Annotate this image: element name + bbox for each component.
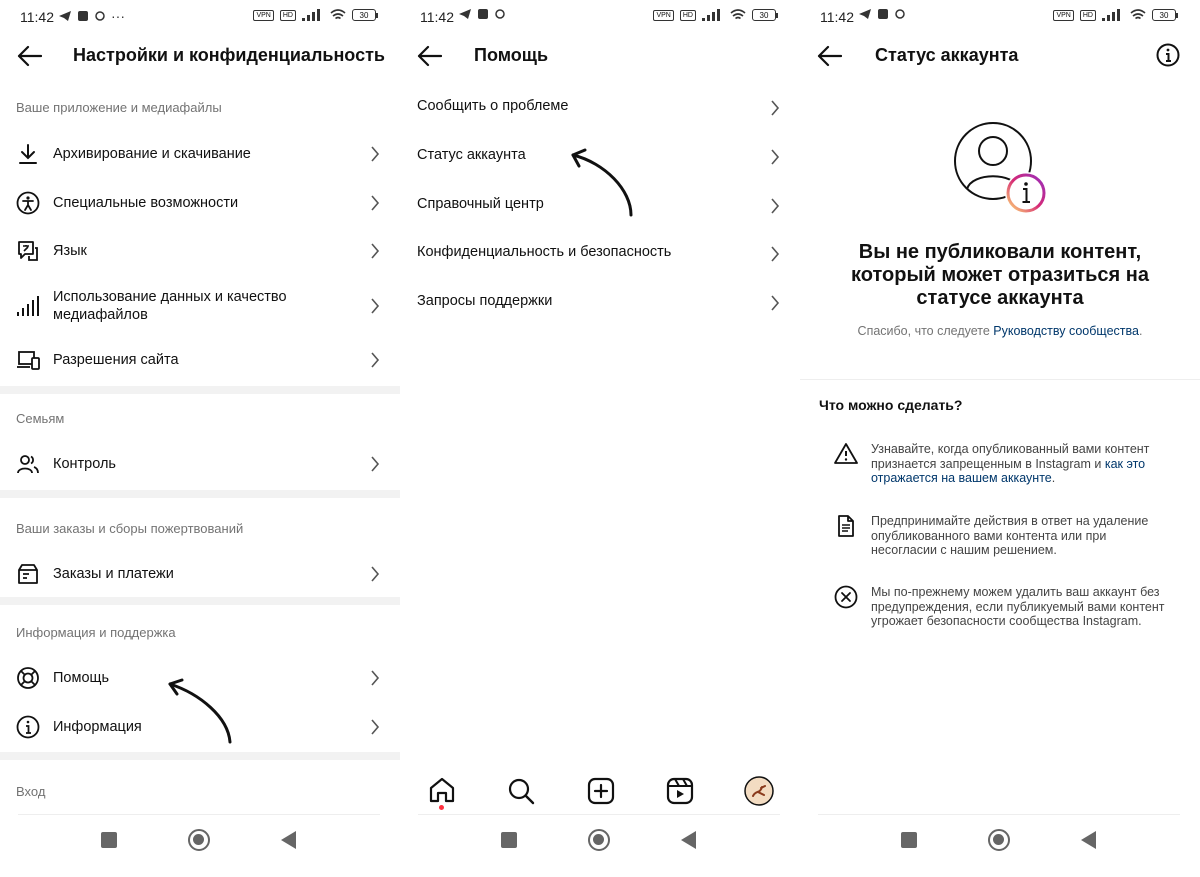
wifi-icon: [1130, 9, 1146, 21]
cell-signal-icon: [302, 9, 324, 21]
chevron-right-icon: [370, 670, 380, 686]
section-label: Ваше приложение и медиафайлы: [16, 100, 222, 115]
settings-panel: [0, 0, 400, 877]
section-label: Информация и поддержка: [16, 625, 176, 640]
gear-icon: [494, 8, 506, 20]
battery-icon: 30: [352, 9, 376, 21]
system-icons: [253, 9, 376, 21]
cell-signal-icon: [1102, 9, 1124, 21]
annotation-arrow: [160, 672, 240, 744]
app-icon: [877, 8, 889, 20]
signal-icon: [16, 294, 40, 318]
status-bar: [400, 0, 800, 34]
page-header: [400, 34, 800, 78]
info-icon: [16, 715, 40, 739]
status-time: 11:42: [20, 9, 54, 25]
chevron-right-icon: [370, 243, 380, 259]
help-item-label: Конфиденциальность и безопасность: [417, 244, 672, 260]
recents-button[interactable]: [101, 832, 117, 848]
profile-avatar[interactable]: [744, 776, 774, 806]
info-icon[interactable]: [1156, 43, 1180, 67]
what-to-do-heading: Что можно сделать?: [819, 397, 963, 413]
notification-icons: [58, 8, 125, 24]
back-button[interactable]: [681, 831, 696, 849]
tip-text: Мы по-прежнему можем удалить ваш аккаунт без предупреждения, если публикуемый вами контент угрожает безопасности сообщества Instagram.: [871, 585, 1165, 628]
chevron-right-icon: [770, 198, 780, 214]
wifi-icon: [330, 9, 346, 21]
chevron-right-icon: [370, 719, 380, 735]
section-divider: [0, 597, 400, 605]
community-guidelines-link[interactable]: Руководству сообщества: [993, 324, 1139, 338]
account-status-panel: [800, 0, 1200, 877]
chevron-right-icon: [370, 195, 380, 211]
help-panel: [400, 0, 800, 877]
status-bar: [800, 0, 1200, 34]
warning-icon: [834, 442, 858, 466]
help-item-label: Статус аккаунта: [417, 147, 526, 163]
page-title: Статус аккаунта: [875, 45, 1019, 65]
system-nav-bar: [0, 815, 400, 865]
status-headline: [800, 241, 1200, 310]
settings-item-data-usage[interactable]: [0, 284, 400, 328]
language-icon: [16, 239, 40, 263]
section-divider: [0, 490, 400, 498]
circle-x-icon: [834, 585, 858, 609]
document-icon: [834, 514, 858, 538]
chevron-right-icon: [770, 295, 780, 311]
telegram-icon: [458, 8, 472, 20]
create-icon[interactable]: [586, 776, 616, 806]
headline-line: Вы не публиковали контент,: [858, 241, 1142, 263]
gear-icon: [94, 10, 106, 22]
telegram-icon: [858, 8, 872, 20]
vpn-badge: VPN: [253, 10, 273, 21]
help-item-support-requests[interactable]: [400, 283, 800, 323]
section-divider: [0, 386, 400, 394]
settings-item-site-permissions[interactable]: [0, 343, 400, 377]
settings-item-archive[interactable]: [0, 137, 400, 171]
help-item-privacy-security[interactable]: [400, 234, 800, 274]
hd-badge: HD: [680, 10, 696, 21]
home-button[interactable]: [588, 829, 610, 851]
help-item-report-problem[interactable]: [400, 88, 800, 128]
headline-line: статусе аккаунта: [916, 287, 1084, 309]
notification-icons: [858, 8, 906, 20]
search-icon[interactable]: [506, 776, 536, 806]
battery-icon: 30: [1152, 9, 1176, 21]
notification-icons: [458, 8, 506, 20]
vpn-badge: VPN: [1053, 10, 1073, 21]
chevron-right-icon: [370, 456, 380, 472]
download-icon: [16, 142, 40, 166]
battery-icon: 30: [752, 9, 776, 21]
settings-item-label: Информация: [53, 719, 142, 735]
thanks-text: Спасибо, что следуете Руководству сообщества.: [857, 324, 1143, 338]
vpn-badge: VPN: [653, 10, 673, 21]
section-label: Ваши заказы и сборы пожертвований: [16, 521, 244, 536]
chevron-right-icon: [370, 566, 380, 582]
status-bar: [0, 0, 400, 34]
account-status-illustration: [952, 120, 1052, 218]
page-title: Настройки и конфиденциальность: [73, 45, 385, 65]
page-header: [800, 34, 1200, 78]
section-divider: [0, 752, 400, 760]
section-label: Вход: [16, 784, 46, 799]
chevron-right-icon: [770, 149, 780, 165]
recents-button[interactable]: [901, 832, 917, 848]
home-icon[interactable]: [427, 775, 457, 805]
headline-line: который может отразиться на: [851, 264, 1149, 286]
annotation-arrow: [565, 145, 640, 220]
app-icon: [77, 10, 89, 22]
section-label: Семьям: [16, 411, 65, 426]
help-item-label: Справочный центр: [417, 196, 544, 212]
status-time: 11:42: [820, 9, 854, 25]
chevron-right-icon: [370, 146, 380, 162]
notification-dot: [439, 805, 444, 810]
gear-icon: [894, 8, 906, 20]
settings-item-accessibility[interactable]: [0, 186, 400, 220]
chevron-right-icon: [370, 298, 380, 314]
cell-signal-icon: [702, 9, 724, 21]
settings-item-label: Язык: [53, 243, 87, 259]
accessibility-icon: [16, 191, 40, 215]
app-icon: [477, 8, 489, 20]
settings-item-label: Специальные возможности: [53, 195, 239, 211]
chevron-right-icon: [770, 100, 780, 116]
back-button[interactable]: [281, 831, 296, 849]
settings-item-label: Помощь: [53, 670, 110, 686]
system-icons: [1053, 9, 1176, 21]
help-item-label: Запросы поддержки: [417, 293, 553, 309]
system-icons: [653, 9, 776, 21]
back-arrow-icon[interactable]: [16, 44, 42, 68]
back-button[interactable]: [1081, 831, 1096, 849]
hd-badge: HD: [1080, 10, 1096, 21]
section-divider: [800, 379, 1200, 380]
page-title: Помощь: [474, 45, 549, 65]
telegram-icon: [58, 10, 72, 22]
home-button[interactable]: [988, 829, 1010, 851]
hd-badge: HD: [280, 10, 296, 21]
tip-text: Предпринимайте действия в ответ на удаление опубликованного вами контента или при несогласии с нашим решением.: [871, 514, 1149, 557]
lifebuoy-icon: [16, 666, 40, 690]
settings-item-language[interactable]: [0, 234, 400, 268]
reels-icon[interactable]: [665, 776, 695, 806]
tip-text: Узнавайте, когда опубликованный вами контент признается запрещенным в Instagram и как это отражается на вашем аккаунте.: [871, 442, 1150, 485]
wifi-icon: [730, 9, 746, 21]
system-nav-bar: [800, 815, 1200, 865]
back-arrow-icon[interactable]: [816, 44, 842, 68]
people-icon: [16, 452, 40, 476]
settings-item-supervision[interactable]: [0, 447, 400, 481]
back-arrow-icon[interactable]: [416, 44, 442, 68]
status-time: 11:42: [420, 9, 454, 25]
chevron-right-icon: [370, 352, 380, 368]
account-impact-link[interactable]: как это отражается на вашем аккаунте: [871, 456, 1146, 485]
recents-button[interactable]: [501, 832, 517, 848]
settings-item-label: Разрешения сайта: [53, 352, 179, 368]
orders-icon: [16, 562, 40, 586]
settings-item-label: Контроль: [53, 456, 116, 472]
more-dots-icon: ···: [111, 8, 125, 24]
settings-item-label: Архивирование и скачивание: [53, 146, 251, 162]
chevron-right-icon: [770, 246, 780, 262]
system-nav-bar: [400, 815, 800, 865]
settings-item-label: Использование данных и качество медиафайлов: [53, 289, 287, 323]
page-header: [0, 34, 400, 78]
devices-icon: [16, 348, 40, 372]
settings-item-orders[interactable]: [0, 557, 400, 591]
help-item-label: Сообщить о проблеме: [417, 98, 569, 114]
home-button[interactable]: [188, 829, 210, 851]
settings-item-label: Заказы и платежи: [53, 566, 174, 582]
